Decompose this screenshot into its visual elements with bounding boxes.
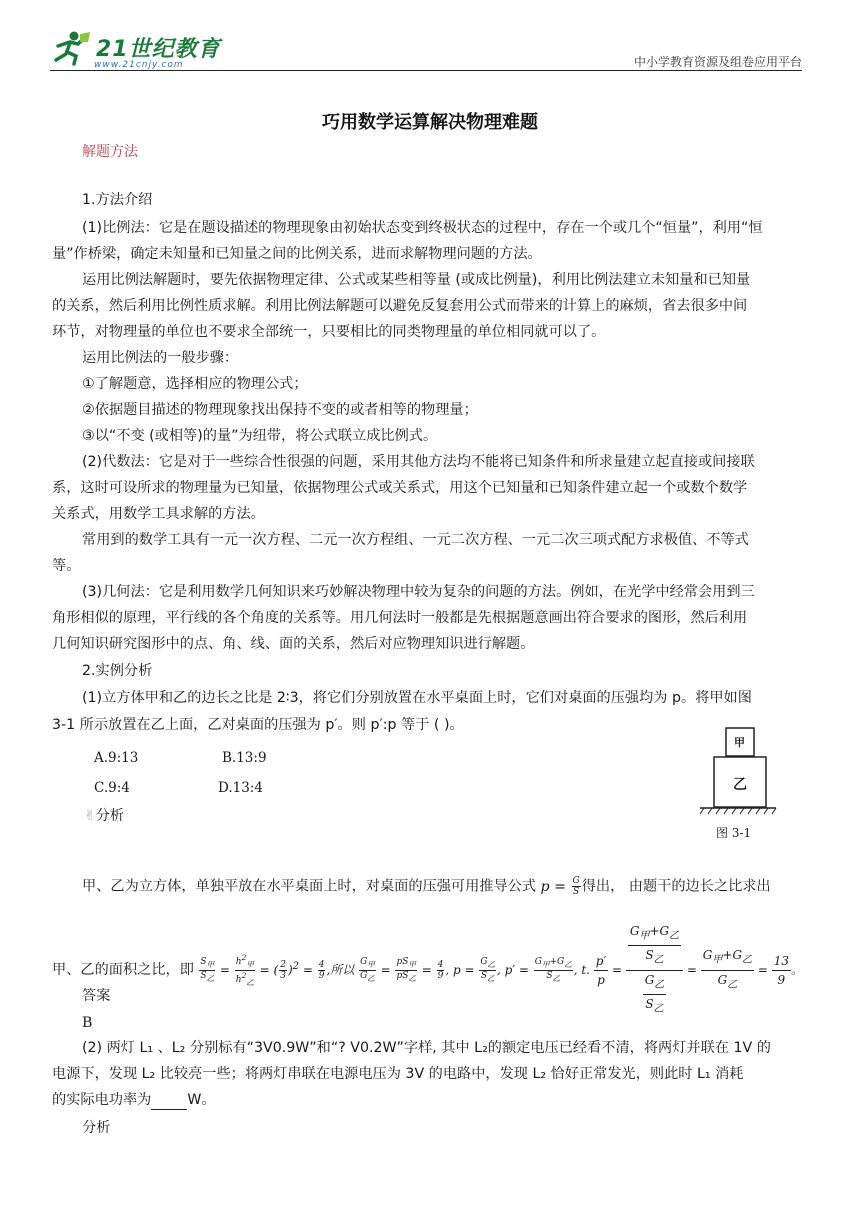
option-b: B.13:9 (222, 750, 267, 766)
header-divider (50, 70, 802, 71)
answer-label: 答案 (82, 988, 111, 1004)
logo-text: 21世纪教育 (96, 37, 221, 62)
heading-example: 2.实例分析 (82, 663, 153, 679)
answer-blank[interactable] (151, 1095, 187, 1110)
question-line (52, 1090, 216, 1110)
answer-value: B (82, 1015, 93, 1031)
cube-label-bottom: 乙 (733, 777, 747, 793)
header-tagline: 中小学教育资源及组卷应用平台 (633, 55, 802, 69)
question-line: 电源下，发现 L₂ 比较亮一些；将两灯串联在电源电压为 3V 的电路中，发现 L₂ 恰好正常发光，则此时 L₁ 消耗 (52, 1066, 744, 1082)
analysis-text: 分析 (95, 808, 125, 824)
section-heading: 解题方法 (82, 144, 138, 160)
question-text-part: 的实际电功率为 (52, 1092, 152, 1108)
page-header (50, 26, 802, 72)
paragraph-line: (2)代数法：它是对于一些综合性很强的问题，采用其他方法均不能将已知条件和所求量建立起直接或间接联 (82, 454, 755, 470)
paragraph-line: 几何知识研究图形中的点、角、线、面的关系，然后对应物理知识进行解题。 (52, 636, 535, 652)
step-item: ①了解题意，选择相应的物理公式； (82, 376, 308, 392)
option-d: D.13:4 (218, 780, 263, 796)
ratio-formula: $\frac{S_甲}{S_乙}$ = $\frac{h^2_甲}{h^2_乙}$ = ( $\frac{2}{3}$ )$^2$ = $\frac{4}{9}$ ,所以 $\frac{G_甲}{G_乙}$ = $\frac{pS_甲}{pS_乙}$ = $\frac{4}{9}$ , p = $\frac{G_乙}{S_乙}$ , p′ = $\frac{G_甲+G_乙}{S_乙}$ , t. $\frac{p'}{p}$ = $G_甲+G_乙$ $S_乙$ $G_乙$ $S_乙$ = $G_甲+G_乙$ $G_乙$ = $\frac{13}{9}$ 。 (200, 924, 804, 1015)
question-text-part: W。 (187, 1092, 216, 1108)
question-line: 3-1 所示放置在乙上面，乙对桌面的压强为 p′。则 p′:p 等于 ( )。 (52, 717, 464, 733)
paragraph-line: 等。 (52, 558, 81, 574)
paragraph-line: 量”作桥梁，确定未知量和已知量之间的比例关系，进而求解物理问题的方法。 (52, 246, 542, 262)
step-item: ③以“不变 (或相等)的量”为纽带，将公式联立成比例式。 (82, 428, 438, 444)
option-c: C.9:4 (94, 780, 130, 796)
paragraph-line: (3)几何法：它是利用数学几何知识来巧妙解决物理中较为复杂的问题的方法。例如，在光学中经常会用到三 (82, 584, 755, 600)
paragraph-line: 运用比例法的一般步骤： (82, 350, 239, 366)
paragraph-line: 运用比例法解题时，要先依据物理定律、公式或某些相等量 (或成比例量)，利用比例法建立未知量和已知量 (82, 272, 751, 288)
analysis-label-2: 分析 (82, 1120, 111, 1136)
cube-label-top: 甲 (734, 736, 745, 749)
analysis-text-part: 得出， 由题干的边长之比求出 (581, 878, 771, 895)
paragraph-line: 系，这时可设所求的物理量为已知量，依据物理公式或关系式，用这个已知量和已知条件建立起一个或数个数学 (52, 480, 748, 496)
paragraph-line: 常用到的数学工具有一元一次方程、二元一次方程组、一元二次方程、一元二次三项式配方求极值、不等式 (82, 532, 749, 548)
heading-method-intro: 1.方法介绍 (82, 192, 153, 208)
option-a: A.9:13 (94, 750, 139, 766)
analysis-text-part: 甲、乙为立方体，单独平放在水平桌面上时，对桌面的压强可用推导公式 (82, 878, 537, 895)
analysis-paragraph (82, 876, 771, 897)
analysis-label (84, 806, 124, 826)
paragraph-line: 的关系，然后利用比例性质求解。利用比例法解题可以避免反复套用公式而带来的计算上的麻烦，省去很多中间 (52, 298, 748, 314)
site-logo[interactable] (50, 26, 250, 72)
runner-logo-icon (50, 30, 92, 66)
figure-3-1 (698, 724, 778, 844)
analysis-formula-line (52, 922, 803, 1019)
figure-caption: 图 3-1 (716, 826, 752, 840)
analysis-text-part: 甲、乙的面积之比，即 (52, 961, 194, 978)
document-title: 巧用数学运算解决物理难题 (322, 112, 538, 133)
question-line: (1)立方体甲和乙的边长之比是 2∶3，将它们分别放置在水平桌面上时，它们对桌面的压强均为 p。将甲如图 (82, 690, 752, 706)
paragraph-line: 环节，对物理量的单位也不要求全部统一，只要相比的同类物理量的单位相同就可以了。 (52, 324, 606, 340)
paragraph-line: (1)比例法：它是在题设描述的物理现象由初始状态变到终极状态的过程中，存在一个或几个“恒量”，利用“恒 (82, 220, 763, 236)
question-line: (2) 两灯 L₁ 、L₂ 分别标有“3V0.9W”和“? V0.2W”字样, 其中 L₂的额定电压已经看不清，将两灯并联在 1V 的 (82, 1040, 771, 1056)
step-item: ②依据题目描述的物理现象找出保持不变的或者相等的物理量； (82, 402, 478, 418)
paragraph-line: 角形相似的原理，平行线的各个角度的关系等。用几何法时一般都是先根据题意画出符合要求的图形，然后利用 (52, 610, 748, 626)
logo-url: www.21cnjy.com (94, 60, 184, 70)
formula-p-eq: p = $\frac{G}{S}$ (536, 876, 580, 897)
hand-icon: ✌ (84, 808, 96, 824)
paragraph-line: 关系式，用数学工具求解的方法。 (52, 506, 265, 522)
